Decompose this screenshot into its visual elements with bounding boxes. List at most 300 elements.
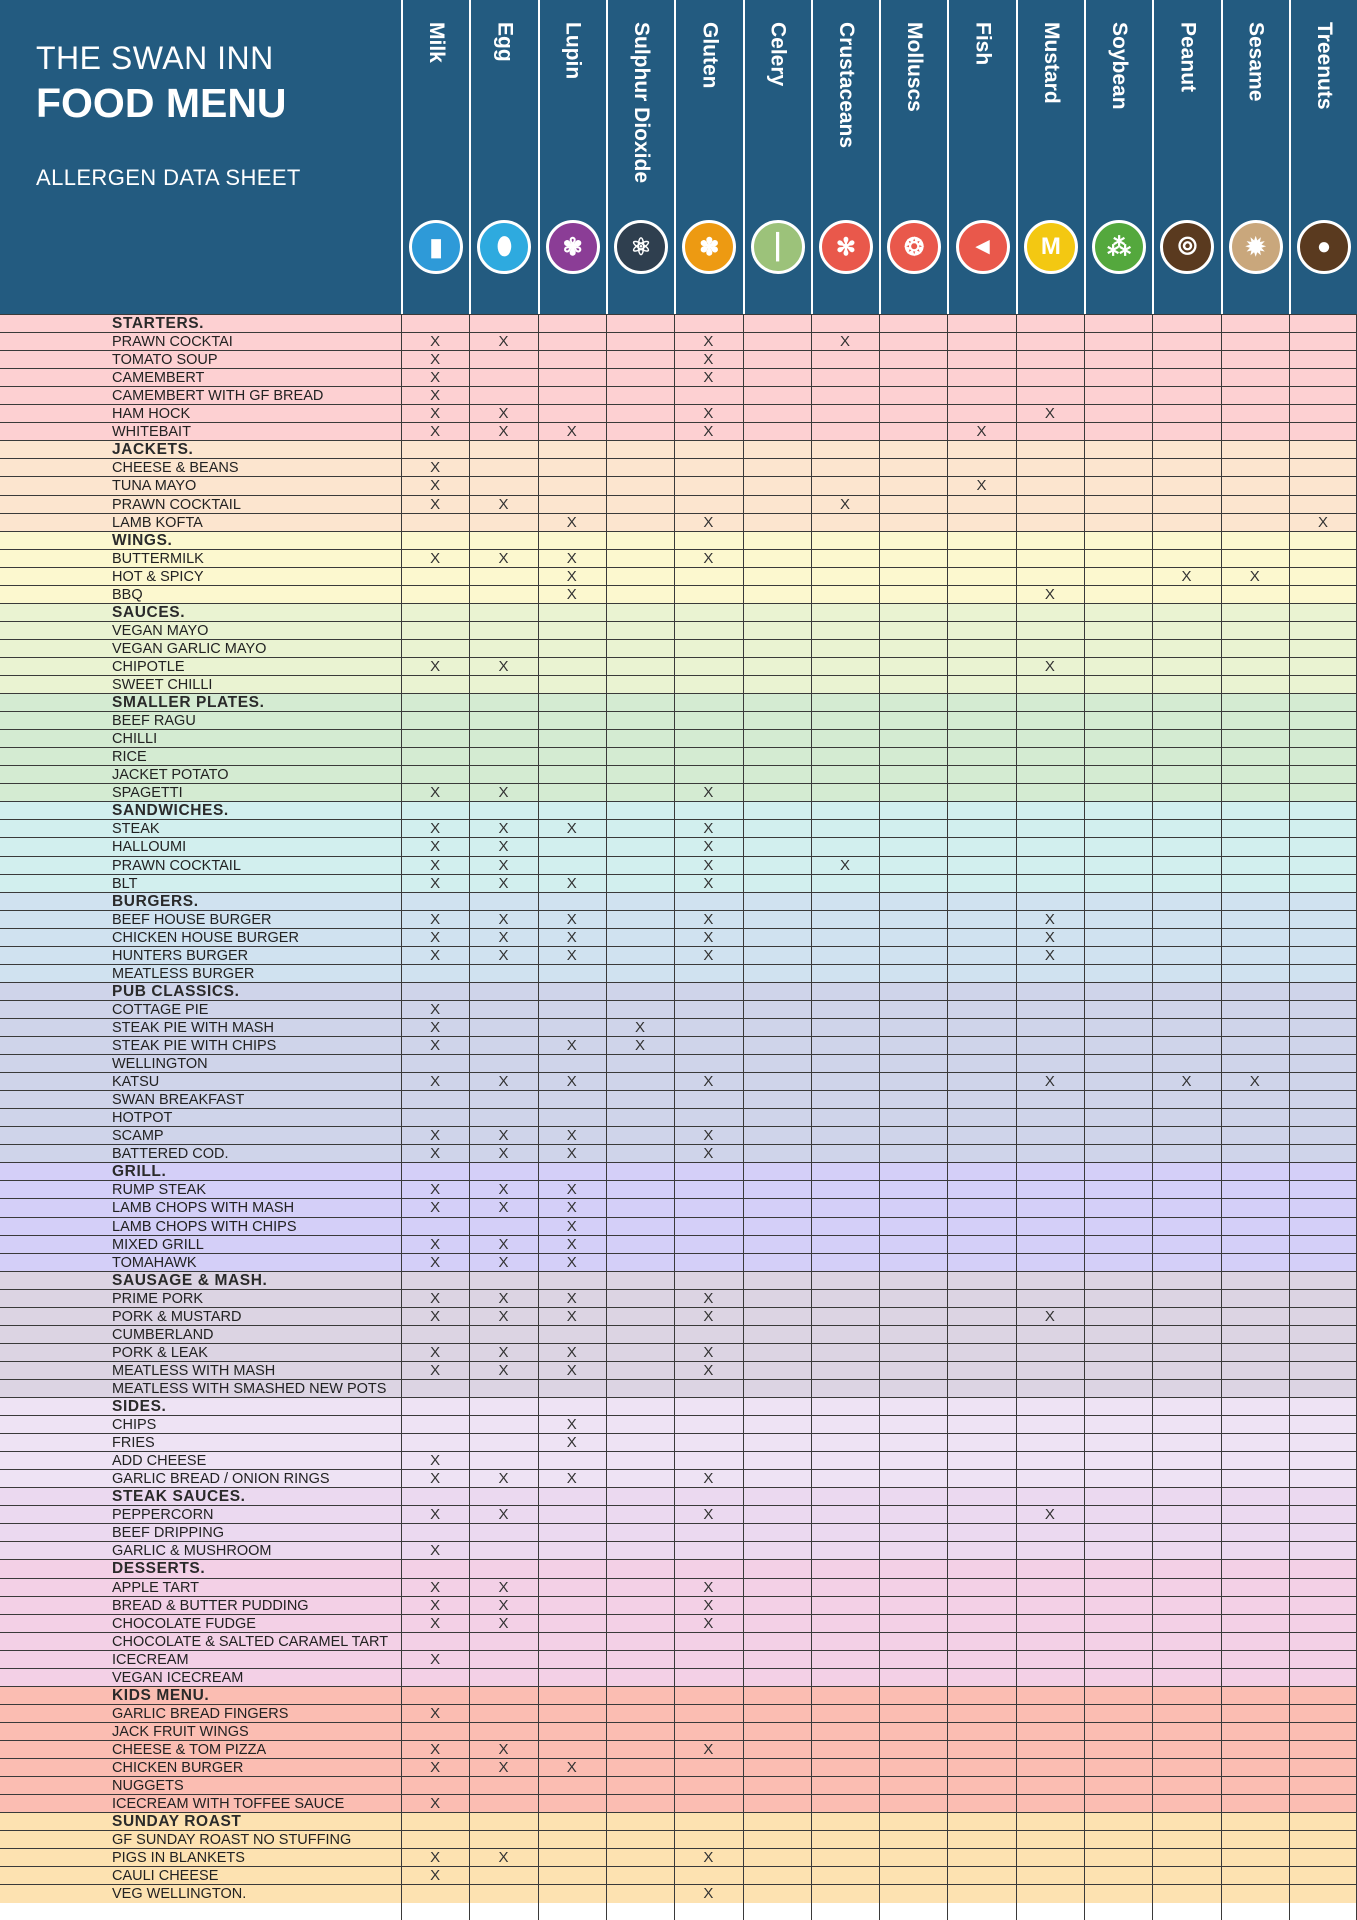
- allergen-mark: X: [430, 946, 441, 964]
- column-divider: [401, 314, 402, 1920]
- column-divider: [811, 314, 812, 1920]
- table-row: [0, 1090, 1357, 1109]
- egg-icon: ⬮: [477, 220, 531, 274]
- allergen-mark: X: [976, 477, 987, 495]
- allergen-mark: X: [430, 657, 441, 675]
- dish-name: MEATLESS WITH MASH: [112, 1362, 276, 1379]
- allergen-mark: X: [703, 1596, 714, 1614]
- allergen-mark: X: [430, 1235, 441, 1253]
- dish-name: PORK & LEAK: [112, 1344, 208, 1361]
- allergen-header-sesame: [1221, 0, 1289, 314]
- table-row: [0, 1379, 1357, 1398]
- allergen-mark: X: [703, 928, 714, 946]
- section-title: KIDS MENU.: [112, 1686, 210, 1704]
- dish-name: HALLOUMI: [112, 839, 187, 856]
- table-row: [0, 1722, 1357, 1741]
- allergen-mark: X: [498, 1470, 509, 1488]
- dish-name: CHOCOLATE FUDGE: [112, 1615, 256, 1632]
- column-divider: [1289, 314, 1290, 1920]
- section-title: SANDWICHES.: [112, 802, 229, 820]
- allergen-mark: X: [703, 874, 714, 892]
- allergen-mark: X: [1044, 657, 1055, 675]
- allergen-header-soybean: [1084, 0, 1152, 314]
- allergen-header-crustaceans: [811, 0, 879, 314]
- dish-name: CUMBERLAND: [112, 1326, 214, 1343]
- allergen-mark: X: [566, 820, 577, 838]
- allergen-mark: X: [839, 856, 850, 874]
- dish-name: CAMEMBERT: [112, 370, 205, 387]
- allergen-mark: X: [635, 1037, 646, 1054]
- allergen-name: Soybean: [1108, 22, 1132, 110]
- table-row: [0, 1740, 1357, 1759]
- allergen-mark: X: [498, 1307, 509, 1325]
- allergen-mark: X: [498, 946, 509, 964]
- table-row: [0, 1758, 1357, 1777]
- allergen-mark: X: [498, 1199, 509, 1217]
- table-row: [0, 1289, 1357, 1308]
- allergen-mark: X: [498, 1578, 509, 1596]
- table-row: [0, 1000, 1357, 1019]
- dish-name: CHEESE & TOM PIZZA: [112, 1741, 267, 1758]
- allergen-mark: X: [430, 928, 441, 946]
- table-row: [0, 404, 1357, 423]
- dish-name: PRAWN COCKTAI: [112, 334, 233, 351]
- column-divider: [538, 314, 539, 1920]
- sesame-icon: ✹: [1229, 220, 1283, 274]
- dish-name: CAMEMBERT WITH GF BREAD: [112, 388, 324, 405]
- allergen-mark: X: [430, 1867, 441, 1885]
- table-row: [0, 1361, 1357, 1380]
- section-header-row: [0, 693, 1357, 712]
- table-row: [0, 1054, 1357, 1073]
- section-title: SMALLER PLATES.: [112, 694, 265, 712]
- section-header-row: [0, 440, 1357, 459]
- dish-name: MIXED GRILL: [112, 1236, 204, 1253]
- allergen-name: Celery: [766, 22, 790, 87]
- allergen-mark: X: [566, 585, 577, 603]
- section-header-row: [0, 603, 1357, 622]
- allergen-header-celery: [743, 0, 811, 314]
- allergen-header-milk: [401, 0, 469, 314]
- dish-name: BATTERED COD.: [112, 1146, 229, 1163]
- restaurant-name: THE SWAN INN: [36, 40, 274, 76]
- dish-name: BEEF HOUSE BURGER: [112, 911, 272, 928]
- allergen-mark: X: [1044, 1506, 1055, 1524]
- allergen-mark: X: [498, 405, 509, 423]
- allergen-name: Crustaceans: [834, 22, 858, 149]
- dish-name: CHOCOLATE & SALTED CARAMEL TART: [112, 1633, 389, 1650]
- allergen-mark: X: [1318, 513, 1329, 531]
- allergen-mark: X: [566, 1181, 577, 1199]
- allergen-mark: X: [1044, 405, 1055, 423]
- table-row: [0, 1632, 1357, 1651]
- dish-name: BEEF DRIPPING: [112, 1525, 224, 1542]
- table-row: [0, 856, 1357, 875]
- milk-bottle-icon: ▮: [409, 220, 463, 274]
- table-row: [0, 1018, 1357, 1037]
- allergen-mark: X: [430, 874, 441, 892]
- allergen-mark: X: [498, 1740, 509, 1758]
- table-row: [0, 765, 1357, 784]
- allergen-mark: X: [498, 838, 509, 856]
- dish-name: CHICKEN HOUSE BURGER: [112, 929, 299, 946]
- allergen-mark: X: [498, 657, 509, 675]
- section-title: GRILL.: [112, 1163, 167, 1181]
- dish-name: VEGAN ICECREAM: [112, 1669, 244, 1686]
- table-row: [0, 1433, 1357, 1452]
- allergen-mark: X: [430, 1199, 441, 1217]
- allergen-mark: X: [703, 1343, 714, 1361]
- column-divider: [1016, 314, 1017, 1920]
- table-row: [0, 1217, 1357, 1236]
- section-header-row: [0, 1559, 1357, 1578]
- allergen-table: [0, 314, 1357, 1920]
- dish-name: FRIES: [112, 1435, 155, 1452]
- dish-name: WELLINGTON: [112, 1056, 208, 1073]
- allergen-mark: X: [703, 838, 714, 856]
- dish-name: PRIME PORK: [112, 1290, 204, 1307]
- dish-name: PRAWN COCKTAIL: [112, 496, 241, 513]
- allergen-mark: X: [430, 1452, 441, 1470]
- allergen-mark: X: [430, 1596, 441, 1614]
- allergen-header-sulphur-dioxide: [606, 0, 674, 314]
- allergen-mark: X: [1249, 1073, 1260, 1091]
- table-row: [0, 1596, 1357, 1615]
- dish-name: ICECREAM: [112, 1651, 189, 1668]
- allergen-header-lupin: [538, 0, 606, 314]
- table-row: [0, 910, 1357, 929]
- table-row: [0, 946, 1357, 965]
- allergen-mark: X: [430, 333, 441, 351]
- dish-name: SPAGETTI: [112, 785, 183, 802]
- allergen-mark: X: [430, 856, 441, 874]
- column-divider: [947, 314, 948, 1920]
- allergen-mark: X: [566, 1217, 577, 1235]
- allergen-mark: X: [566, 1235, 577, 1253]
- table-row: [0, 368, 1357, 387]
- allergen-mark: X: [566, 1037, 577, 1054]
- table-row: [0, 1036, 1357, 1055]
- peanut-icon: ⦾: [1160, 220, 1214, 274]
- table-row: [0, 1198, 1357, 1217]
- allergen-mark: X: [430, 1018, 441, 1036]
- allergen-mark: X: [430, 1578, 441, 1596]
- column-divider: [1084, 314, 1085, 1920]
- allergen-mark: X: [703, 333, 714, 351]
- dish-name: BLT: [112, 875, 138, 892]
- allergen-mark: X: [430, 1759, 441, 1776]
- dish-name: GARLIC & MUSHROOM: [112, 1543, 272, 1560]
- allergen-mark: X: [566, 928, 577, 946]
- allergen-mark: X: [566, 1199, 577, 1217]
- prawn-icon: ✻: [819, 220, 873, 274]
- allergen-mark: X: [566, 1127, 577, 1145]
- table-row: [0, 711, 1357, 730]
- allergen-mark: X: [1044, 585, 1055, 603]
- allergen-mark: X: [703, 820, 714, 838]
- allergen-mark: X: [430, 351, 441, 369]
- dish-name: KATSU: [112, 1074, 160, 1091]
- allergen-header-peanut: [1152, 0, 1220, 314]
- column-divider: [1152, 314, 1153, 1920]
- allergen-mark: X: [498, 1235, 509, 1253]
- section-header-row: [0, 1487, 1357, 1506]
- allergen-header-egg: [469, 0, 537, 314]
- dish-name: MEATLESS WITH SMASHED NEW POTS: [112, 1380, 387, 1397]
- allergen-mark: X: [703, 910, 714, 928]
- allergen-mark: X: [430, 1181, 441, 1199]
- dish-name: NUGGETS: [112, 1778, 184, 1795]
- dish-name: RICE: [112, 749, 147, 766]
- allergen-mark: X: [703, 1470, 714, 1488]
- table-row: [0, 1235, 1357, 1254]
- table-row: [0, 675, 1357, 694]
- dish-name: BEEF RAGU: [112, 713, 196, 730]
- table-row: [0, 837, 1357, 856]
- allergen-name: Treenuts: [1313, 22, 1337, 110]
- allergen-mark: X: [703, 856, 714, 874]
- allergen-mark: X: [430, 1000, 441, 1018]
- allergen-mark: X: [703, 1307, 714, 1325]
- section-title: PUB CLASSICS.: [112, 982, 240, 1000]
- allergen-mark: X: [498, 495, 509, 513]
- section-title: JACKETS.: [112, 441, 194, 459]
- allergen-mark: X: [430, 1614, 441, 1632]
- allergen-mark: X: [430, 369, 441, 387]
- table-row: [0, 567, 1357, 586]
- dish-name: PIGS IN BLANKETS: [112, 1850, 245, 1867]
- dish-name: LAMB CHOPS WITH MASH: [112, 1200, 295, 1217]
- allergen-mark: X: [703, 369, 714, 387]
- allergen-mark: X: [703, 1849, 714, 1867]
- allergen-mark: X: [566, 1343, 577, 1361]
- section-header-row: [0, 1812, 1357, 1831]
- table-row: [0, 332, 1357, 351]
- allergen-mark: X: [566, 946, 577, 964]
- section-title: BURGERS.: [112, 892, 199, 910]
- allergen-name: Fish: [971, 22, 995, 66]
- allergen-mark: X: [566, 1361, 577, 1379]
- dish-name: STEAK: [112, 821, 160, 838]
- allergen-mark: X: [703, 1127, 714, 1145]
- section-header-row: [0, 982, 1357, 1001]
- allergen-name: Lupin: [561, 22, 585, 80]
- allergen-mark: X: [498, 1506, 509, 1524]
- menu-title: FOOD MENU: [36, 80, 287, 126]
- dish-name: CHEESE & BEANS: [112, 460, 239, 477]
- allergen-mark: X: [1044, 946, 1055, 964]
- lupin-flower-icon: ✾: [546, 220, 600, 274]
- allergen-mark: X: [498, 820, 509, 838]
- section-title: STEAK SAUCES.: [112, 1488, 246, 1506]
- allergen-mark: X: [498, 1145, 509, 1163]
- allergen-header-molluscs: [879, 0, 947, 314]
- table-row: [0, 1325, 1357, 1344]
- section-header-row: [0, 892, 1357, 911]
- sheet-subtitle: ALLERGEN DATA SHEET: [36, 165, 301, 190]
- table-row: [0, 729, 1357, 748]
- dish-name: ADD CHEESE: [112, 1453, 207, 1470]
- allergen-mark: X: [566, 1470, 577, 1488]
- allergen-header-treenuts: [1289, 0, 1357, 314]
- column-divider: [469, 314, 470, 1920]
- allergen-mark: X: [703, 513, 714, 531]
- dish-name: SWEET CHILLI: [112, 677, 213, 693]
- table-row: [0, 1884, 1357, 1903]
- allergen-mark: X: [430, 1542, 441, 1560]
- allergen-mark: X: [1181, 567, 1192, 585]
- allergen-mark: X: [498, 928, 509, 946]
- table-row: [0, 1830, 1357, 1849]
- table-row: [0, 639, 1357, 658]
- dish-name: TOMAHAWK: [112, 1254, 197, 1271]
- allergen-mark: X: [498, 856, 509, 874]
- wheat-icon: ✽: [682, 220, 736, 274]
- allergen-mark: X: [498, 1759, 509, 1776]
- allergen-mark: X: [430, 1253, 441, 1271]
- allergen-mark: X: [703, 549, 714, 567]
- allergen-mark: X: [703, 1578, 714, 1596]
- allergen-mark: X: [566, 1073, 577, 1091]
- allergen-mark: X: [430, 1650, 441, 1668]
- allergen-name: Molluscs: [903, 22, 927, 112]
- table-row: [0, 1307, 1357, 1326]
- section-header-row: [0, 314, 1357, 333]
- table-row: [0, 1415, 1357, 1434]
- allergen-mark: X: [430, 1506, 441, 1524]
- allergen-mark: X: [566, 1253, 577, 1271]
- fish-icon: ◄: [956, 220, 1010, 274]
- allergen-mark: X: [498, 1361, 509, 1379]
- table-row: [0, 928, 1357, 947]
- dish-name: TOMATO SOUP: [112, 352, 218, 369]
- dish-name: SWAN BREAKFAST: [112, 1092, 245, 1109]
- allergen-header-mustard: [1016, 0, 1084, 314]
- allergen-mark: X: [566, 1416, 577, 1434]
- allergen-mark: X: [498, 874, 509, 892]
- section-title: SAUSAGE & MASH.: [112, 1271, 268, 1289]
- allergen-mark: X: [498, 1343, 509, 1361]
- allergen-header-gluten: [674, 0, 742, 314]
- dish-name: PORK & MUSTARD: [112, 1308, 242, 1325]
- section-title: SIDES.: [112, 1398, 167, 1415]
- allergen-mark: X: [498, 1289, 509, 1307]
- allergen-name: Egg: [493, 22, 517, 62]
- dish-name: LAMB CHOPS WITH CHIPS: [112, 1218, 297, 1235]
- allergen-mark: X: [430, 1289, 441, 1307]
- allergen-mark: X: [839, 495, 850, 513]
- table-row: [0, 549, 1357, 568]
- allergen-name: Mustard: [1039, 22, 1063, 104]
- table-row: [0, 1343, 1357, 1362]
- allergen-mark: X: [430, 1849, 441, 1867]
- dish-name: VEGAN MAYO: [112, 622, 209, 639]
- treenut-icon: ●: [1297, 220, 1351, 274]
- dish-name: CAULI CHEESE: [112, 1868, 219, 1885]
- sulphur-dioxide-molecule-icon: ⚛: [614, 220, 668, 274]
- table-row: [0, 422, 1357, 441]
- allergen-mark: X: [1044, 1307, 1055, 1325]
- allergen-mark: X: [430, 459, 441, 477]
- allergen-mark: X: [703, 784, 714, 802]
- table-row: [0, 964, 1357, 983]
- dish-name: STEAK PIE WITH CHIPS: [112, 1038, 277, 1054]
- allergen-mark: X: [430, 387, 441, 405]
- allergen-mark: X: [430, 820, 441, 838]
- allergen-mark: X: [1044, 928, 1055, 946]
- allergen-mark: X: [566, 910, 577, 928]
- table-row: [0, 1794, 1357, 1813]
- mustard-jar-icon: M: [1024, 220, 1078, 274]
- column-divider: [674, 314, 675, 1920]
- dish-name: CHIPOTLE: [112, 658, 185, 675]
- table-row: [0, 1541, 1357, 1560]
- table-row: [0, 1866, 1357, 1885]
- allergen-name: Sulphur Dioxide: [630, 22, 654, 184]
- table-row: [0, 458, 1357, 477]
- allergen-mark: X: [430, 1740, 441, 1758]
- dish-name: GARLIC BREAD FINGERS: [112, 1705, 289, 1722]
- table-row: [0, 350, 1357, 369]
- table-row: [0, 513, 1357, 532]
- allergen-mark: X: [703, 1145, 714, 1163]
- table-row: [0, 1253, 1357, 1272]
- column-divider: [1221, 314, 1222, 1920]
- allergen-mark: X: [498, 333, 509, 351]
- dish-name: MEATLESS BURGER: [112, 965, 255, 982]
- table-row: [0, 1776, 1357, 1795]
- dish-name: LAMB KOFTA: [112, 514, 203, 531]
- dish-name: VEG WELLINGTON.: [112, 1886, 247, 1903]
- table-row: [0, 1614, 1357, 1633]
- dish-name: SCAMP: [112, 1128, 164, 1145]
- allergen-mark: X: [498, 1253, 509, 1271]
- allergen-mark: X: [498, 784, 509, 802]
- table-row: [0, 495, 1357, 514]
- celery-icon: ⎮: [751, 220, 805, 274]
- dish-name: HOTPOT: [112, 1110, 173, 1127]
- table-row: [0, 476, 1357, 495]
- allergen-mark: X: [1181, 1073, 1192, 1091]
- section-header-row: [0, 1271, 1357, 1290]
- allergen-mark: X: [430, 784, 441, 802]
- allergen-mark: X: [566, 1289, 577, 1307]
- allergen-mark: X: [430, 1127, 441, 1145]
- allergen-mark: X: [430, 1343, 441, 1361]
- allergen-name: Sesame: [1244, 22, 1268, 102]
- allergen-mark: X: [703, 1885, 714, 1903]
- table-row: [0, 1072, 1357, 1091]
- dish-name: CHICKEN BURGER: [112, 1760, 244, 1776]
- column-divider: [606, 314, 607, 1920]
- allergen-mark: X: [566, 513, 577, 531]
- table-row: [0, 1505, 1357, 1524]
- allergen-mark: X: [1044, 1073, 1055, 1091]
- section-header-row: [0, 1162, 1357, 1181]
- allergen-mark: X: [703, 423, 714, 441]
- column-divider: [879, 314, 880, 1920]
- dish-name: BREAD & BUTTER PUDDING: [112, 1597, 309, 1614]
- allergen-mark: X: [566, 1434, 577, 1452]
- allergen-mark: X: [498, 549, 509, 567]
- table-row: [0, 585, 1357, 604]
- table-row: [0, 1848, 1357, 1867]
- allergen-mark: X: [430, 1361, 441, 1379]
- table-row: [0, 1523, 1357, 1542]
- dish-name: VEGAN GARLIC MAYO: [112, 640, 267, 657]
- table-row: [0, 1108, 1357, 1127]
- dish-name: RUMP STEAK: [112, 1182, 207, 1199]
